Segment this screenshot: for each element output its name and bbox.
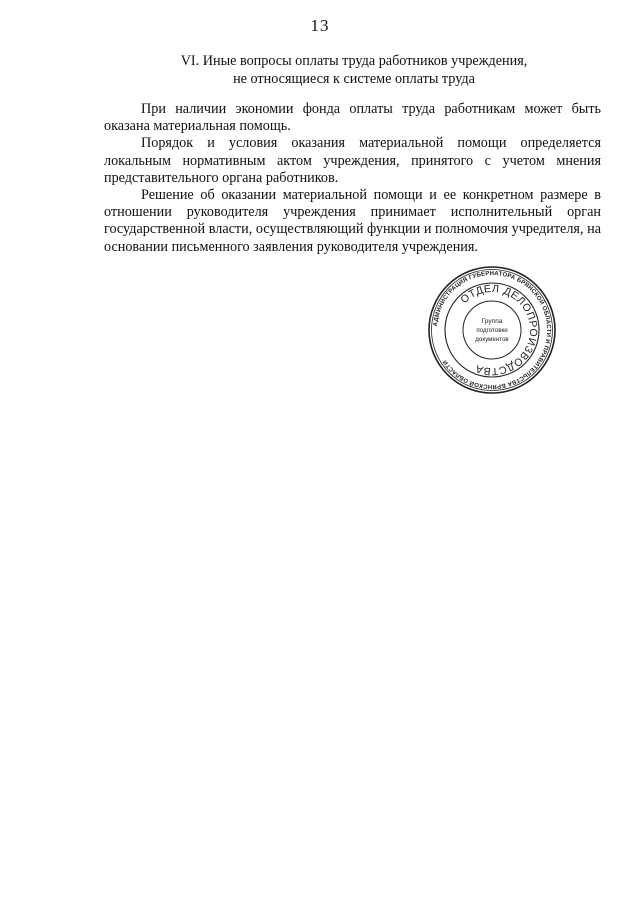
- body-text: [104, 101, 601, 256]
- stamp-outer-ring-text: АДМИНИСТРАЦИЯ ГУБЕРНАТОРА БРЯНСКОЙ ОБЛАСТИ И ПРАВИТЕЛЬСТВА БРЯНСКОЙ ОБЛАСТИ: [433, 270, 552, 390]
- paragraph-2: Порядок и условия оказания материальной помощи определяется локальным нормативным актом учреждения, принятого с учетом мнения представительного органа работников.: [104, 135, 601, 186]
- stamp-inner-ring-text: ОТДЕЛ ДЕЛОПРОИЗВОДСТВА: [458, 282, 540, 378]
- section-heading-line-1: VI. Иные вопросы оплаты труда работников учреждения,: [180, 53, 528, 69]
- stamp-seal-graphic: [427, 265, 557, 395]
- stamp-center-line-1: Группа: [481, 318, 503, 325]
- page-number: 13: [310, 16, 330, 35]
- office-stamp: [427, 265, 557, 395]
- section-heading-line-2: не относящиеся к системе оплаты труда: [233, 71, 475, 87]
- paragraph-3: Решение об оказании материальной помощи и ее конкретном размере в отношении руководителя учреждения принимает исполнительный орган государственной власти, осуществляющий функции и полномочия учредителя, на основании письменного заявления руководителя учреждения.: [104, 187, 601, 255]
- stamp-center-line-2: подготовки: [476, 327, 508, 334]
- paragraph-1: При наличии экономии фонда оплаты труда работникам может быть оказана материальная помощь.: [104, 101, 601, 135]
- stamp-center-line-3: документов: [475, 336, 509, 343]
- section-heading: [104, 52, 604, 88]
